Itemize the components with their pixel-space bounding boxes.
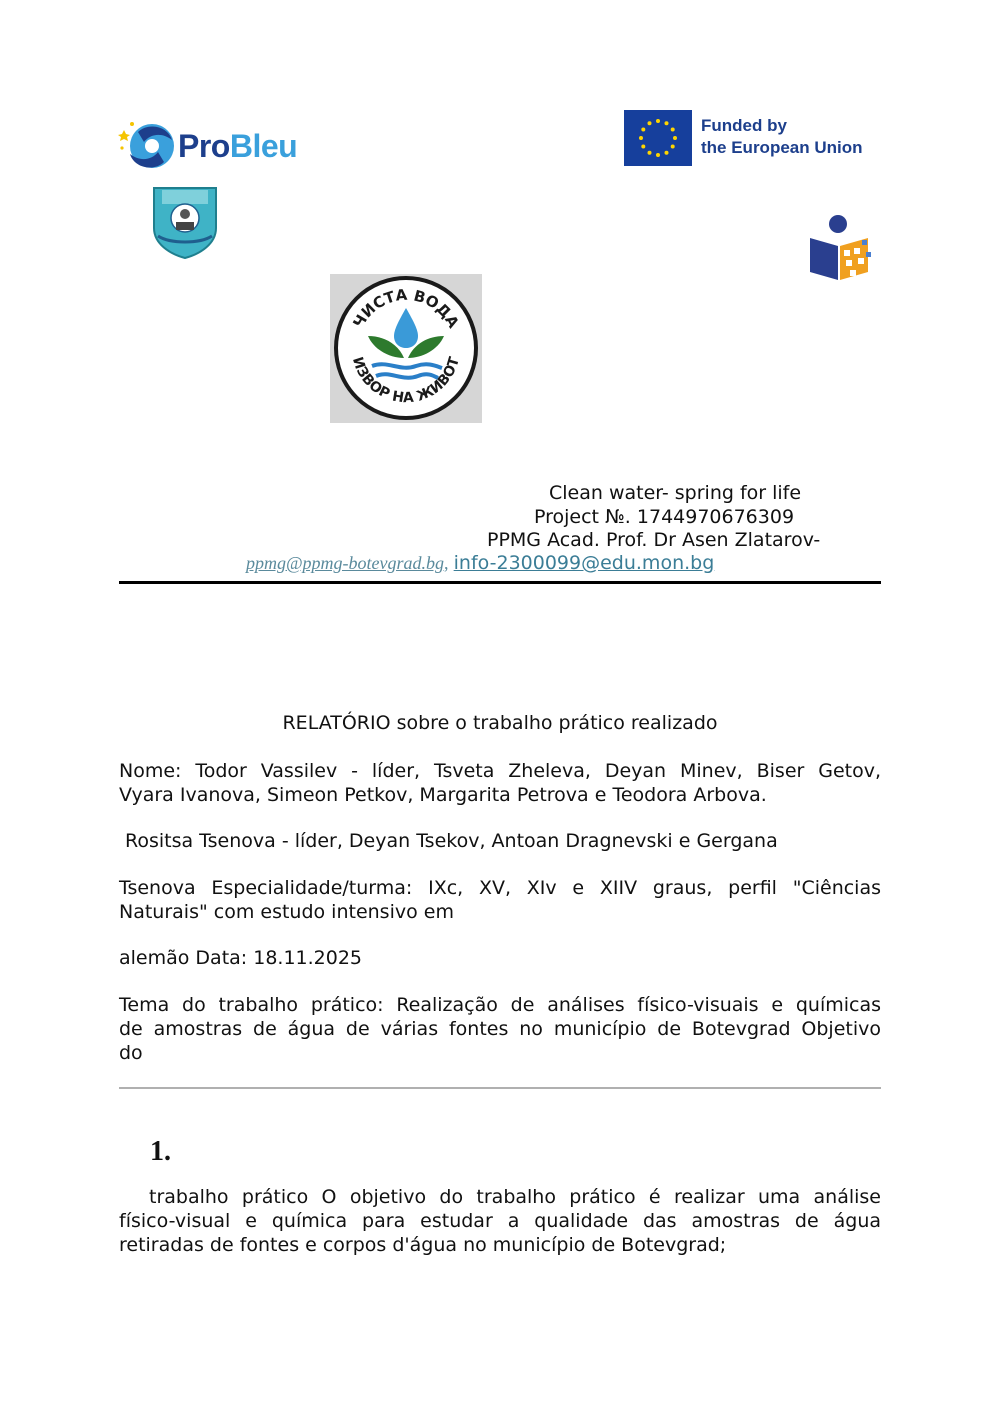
project-slogan: Clean water- spring for life: [549, 482, 802, 504]
email-link-ppmg[interactable]: ppmg@ppmg-botevgrad.bg: [246, 553, 445, 573]
open-book-logo: [806, 214, 874, 282]
objective-line: físico-visual e química para estudar a qualidade das amostras de água: [119, 1210, 881, 1232]
names-paragraph-2: Rositsa Tsenova - líder, Deyan Tsekov, Antoan Dragnevski e Gergana: [125, 830, 778, 852]
specialty-paragraph: [119, 876, 881, 924]
names-paragraph: [119, 759, 881, 807]
email-separator: ,: [444, 553, 449, 573]
school-crest-logo: [150, 184, 220, 260]
eu-funding-logo: [624, 110, 864, 166]
email-link-info[interactable]: info-2300099@edu.mon.bg: [453, 552, 715, 574]
theme-paragraph: [119, 993, 881, 1065]
report-title: RELATÓRIO sobre o trabalho prático realizado: [282, 712, 718, 734]
theme-line: Tema do trabalho prático: Realização de análises físico-visuais e químicas: [119, 994, 881, 1016]
date-paragraph: alemão Data: 18.11.2025: [119, 947, 363, 969]
school-name: PPMG Acad. Prof. Dr Asen Zlatarov-: [487, 529, 821, 551]
objective-paragraph: [119, 1185, 881, 1257]
contact-emails: [246, 552, 714, 574]
header-divider: [119, 581, 881, 584]
project-number: Project №. 1744970676309: [534, 506, 795, 528]
theme-line: do: [119, 1042, 143, 1064]
section-number: 1.: [150, 1136, 171, 1167]
probleu-swirl-icon: [118, 118, 178, 174]
objective-line: trabalho prático O objetivo do trabalho prático é realizar uma análise: [149, 1186, 881, 1208]
names-line: Vyara Ivanova, Simeon Petkov, Margarita Petrova e Teodora Arbova.: [119, 784, 767, 806]
probleu-wordmark: ProBleu: [178, 128, 298, 164]
probleu-logo: [118, 118, 318, 174]
specialty-line: Tsenova Especialidade/turma: IXc, XV, XIv e XIIV graus, perfil "Ciências: [119, 877, 881, 899]
clean-water-logo: [330, 274, 482, 423]
specialty-line: Naturais" com estudo intensivo em: [119, 901, 454, 923]
eu-flag-icon: [624, 110, 692, 166]
theme-line: de amostras de água de várias fontes no município de Botevgrad Objetivo: [119, 1018, 881, 1040]
svg-text:ИЗВОР НА ЖИВОТ: ИЗВОР НА ЖИВОТ: [348, 355, 463, 407]
section-divider: [119, 1087, 881, 1089]
eu-funding-text: Funded by the European Union: [701, 116, 863, 157]
objective-line: retiradas de fontes e corpos d'água no município de Botevgrad;: [119, 1234, 727, 1256]
names-line: Nome: Todor Vassilev - líder, Tsveta Zheleva, Deyan Minev, Biser Getov,: [119, 760, 881, 782]
svg-text:ЧИСТА ВОДА: ЧИСТА ВОДА: [349, 285, 463, 332]
